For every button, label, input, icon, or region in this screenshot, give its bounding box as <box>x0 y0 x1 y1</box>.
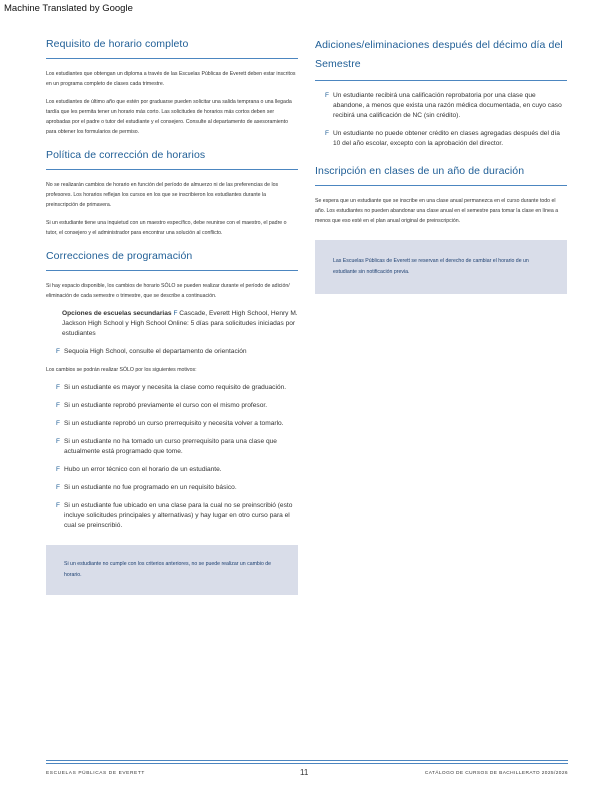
section-rule <box>46 270 298 271</box>
list-item <box>56 347 298 357</box>
list-item-text: Sequoia High School, consulte el departamento de orientación <box>64 348 247 355</box>
bullet-icon: F <box>325 130 329 137</box>
list-item <box>56 483 298 493</box>
bullet-icon: F <box>56 502 60 509</box>
section-rule <box>46 58 298 59</box>
paragraph: Los estudiantes de último año que estén por graduarse pueden solicitar una salida temprana o una llegada tardía que les permita tener un horario más corto. Las solicitudes de horarios más cortos deben ser aprobadas por el padre o tutor del estudiante y el consejero. Consulte al departamento de asesoramiento para obtener los formularios de permiso. <box>46 99 292 135</box>
options-bullet-text: Cascade, Everett High School, Henry M. Jackson High School y High School Online: 5 días para solicitudes iniciadas por estudiantes <box>62 310 298 337</box>
section-correction-policy <box>46 147 298 238</box>
paragraph: Si hay espacio disponible, los cambios de horario SÓLO se pueden realizar durante el período de adición/ eliminación de cada semestre o trimestre, que se describe a continuación. <box>46 283 290 299</box>
section-rule <box>315 185 567 186</box>
footer-rule <box>46 760 568 761</box>
paragraph: Los cambios se podrán realizar SÓLO por los siguientes motivos: <box>46 367 197 373</box>
list-item-text: Si un estudiante es mayor y necesita la clase como requisito de graduación. <box>64 384 287 391</box>
note-box: Las Escuelas Públicas de Everett se reservan el derecho de cambiar el horario de un estudiante sin notificación previa. <box>315 240 567 294</box>
list-item <box>56 465 298 475</box>
footer-rule <box>46 763 568 764</box>
bullet-icon: F <box>325 92 329 99</box>
paragraph: No se realizarán cambios de horario en función del período de almuerzo ni de las preferencias de los profesores. Los horarios reflejan los cursos en los que se inscribieron los estudiantes durante la preinscripción de primavera. <box>46 182 279 208</box>
section-add-drop <box>315 36 567 149</box>
list-item <box>56 419 298 429</box>
list-item-text: Si un estudiante reprobó un curso prerrequisito y necesita volver a tomarlo. <box>64 420 284 427</box>
bullet-icon: F <box>56 466 60 473</box>
options-label: Opciones de escuelas secundarias <box>62 310 172 317</box>
section-title: Inscripción en clases de un año de duración <box>315 165 525 177</box>
section-title: Requisito de horario completo <box>46 38 189 50</box>
bullet-icon: F <box>56 420 60 427</box>
list-item-text: Un estudiante no puede obtener crédito en clases agregadas después del día 10 del año escolar, excepto con la aprobación del director. <box>333 130 560 147</box>
page-number: 11 <box>300 768 309 777</box>
footer-left-text: ESCUELAS PÚBLICAS DE EVERETT <box>46 771 145 776</box>
section-rule <box>46 169 298 170</box>
bullet-icon: F <box>56 348 60 355</box>
list-item <box>325 129 567 149</box>
section-title: Adiciones/eliminaciones después del décimo día del Semestre <box>315 39 563 70</box>
bullet-icon: F <box>56 484 60 491</box>
note-box: Si un estudiante no cumple con los criterios anteriores, no se puede realizar un cambio de horario. <box>46 545 298 595</box>
options-item <box>54 309 298 339</box>
section-rule <box>315 80 567 81</box>
paragraph: Los estudiantes que obtengan un diploma a través de las Escuelas Públicas de Everett deben estar inscritos en un programa completo de clases cada trimestre. <box>46 71 296 87</box>
list-item <box>325 91 567 121</box>
list-item <box>56 437 298 457</box>
paragraph: Se espera que un estudiante que se inscribe en una clase anual permanezca en el curso durante todo el año. Los estudiantes no pueden abandonar una clase anual en el semestre para tomar la clase en línea a menos que eso esté en el plan anual original de preinscripción. <box>315 198 559 224</box>
left-column <box>46 36 298 605</box>
list-item <box>56 501 298 531</box>
list-item-text: Hubo un error técnico con el horario de un estudiante. <box>64 466 222 473</box>
section-title: Política de corrección de horarios <box>46 149 206 161</box>
footer-right-text: CATÁLOGO DE CURSOS DE BACHILLERATO 2025/2026 <box>424 771 568 776</box>
section-schedule-corrections <box>46 248 298 595</box>
right-column <box>315 36 567 304</box>
list-item-text: Si un estudiante reprobó previamente el curso con el mismo profesor. <box>64 402 268 409</box>
bullet-icon: F <box>56 384 60 391</box>
paragraph: Si un estudiante tiene una inquietud con un maestro específico, debe reunirse con el maestro, el padre o tutor, el consejero y el administrador para encontrar una solución al conflicto. <box>46 220 287 236</box>
section-title: Correcciones de programación <box>46 250 193 262</box>
bullet-icon: F <box>56 402 60 409</box>
list-item-text: Si un estudiante fue ubicado en una clase para la cual no se preinscribió (esto incluye solicitudes principales y alternativas) y hay lugar en otro curso para el cual se preinscribió. <box>64 502 293 529</box>
section-full-schedule <box>46 36 298 137</box>
list-item-text: Si un estudiante no fue programado en un requisito básico. <box>64 484 237 491</box>
section-year-long <box>315 163 567 294</box>
list-item <box>56 383 298 393</box>
bullet-icon: F <box>173 310 178 317</box>
list-item-text: Si un estudiante no ha tomado un curso prerrequisito para una clase que actualmente está programado que tome. <box>64 438 277 455</box>
list-item-text: Un estudiante recibirá una calificación reprobatoria por una clase que abandone, a menos que exista una razón médica documentada, en cuyo caso recibirá una calificación de NC (sin crédito). <box>333 92 562 119</box>
machine-translated-label: Machine Translated by Google <box>4 3 133 14</box>
list-item <box>56 401 298 411</box>
bullet-icon: F <box>56 438 60 445</box>
